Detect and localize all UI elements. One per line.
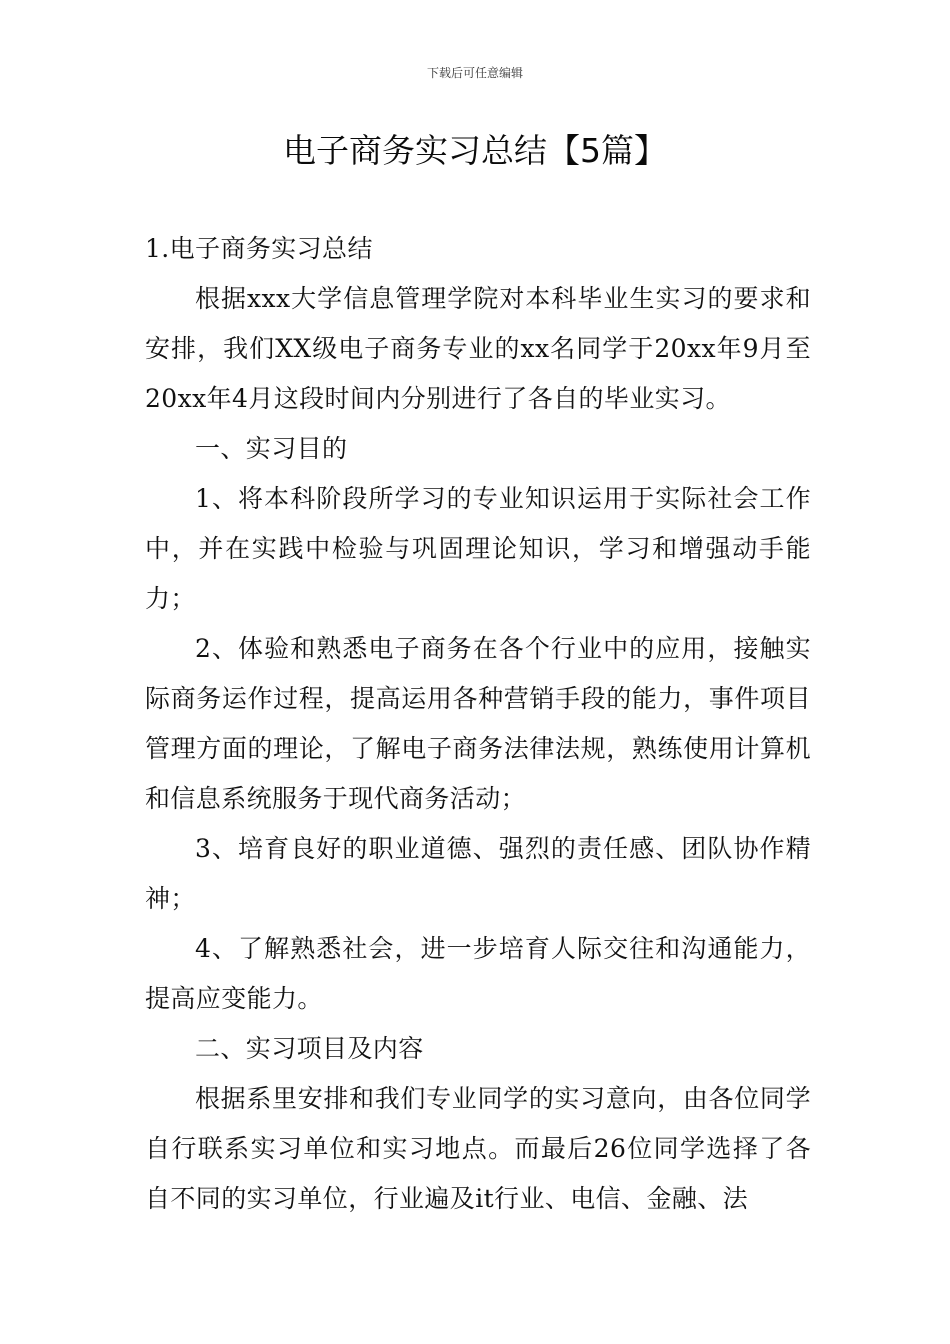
list-item: 1、将本科阶段所学习的专业知识运用于实际社会工作中，并在实践中检验与巩固理论知识，学习和增强动手能力； — [145, 484, 811, 613]
header-note: 下载后可任意编辑 — [426, 66, 523, 80]
section-heading: 1.电子商务实习总结 — [145, 234, 373, 263]
list-item: 2、体验和熟悉电子商务在各个行业中的应用，接触实际商务运作过程，提高运用各种营销手段的能力，事件项目管理方面的理论，了解电子商务法律法规，熟练使用计算机和信息系统服务于现代商务活动； — [145, 634, 811, 813]
subsection-heading: 二、实习项目及内容 — [195, 1034, 424, 1063]
subsection-heading: 一、实习目的 — [195, 434, 348, 463]
page-title: 电子商务实习总结【5篇】 — [283, 131, 667, 170]
list-item: 4、了解熟悉社会，进一步培育人际交往和沟通能力，提高应变能力。 — [145, 934, 811, 1013]
document-body — [145, 224, 811, 1224]
list-item: 3、培育良好的职业道德、强烈的责任感、团队协作精神； — [145, 834, 811, 913]
paragraph: 根据系里安排和我们专业同学的实习意向，由各位同学自行联系实习单位和实习地点。而最后26位同学选择了各自不同的实习单位，行业遍及it行业、电信、金融、法 — [145, 1084, 811, 1213]
paragraph: 根据xxx大学信息管理学院对本科毕业生实习的要求和安排，我们XX级电子商务专业的xx名同学于20xx年9月至20xx年4月这段时间内分别进行了各自的毕业实习。 — [145, 284, 811, 413]
